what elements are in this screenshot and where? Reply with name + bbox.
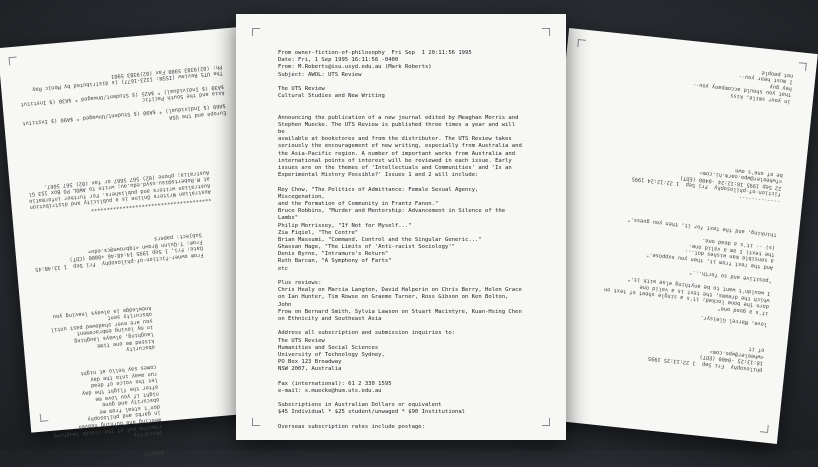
body-text: in your smile, kiss that you should accompany you-- hey guy I must hear you-- not people bbox=[692, 69, 794, 105]
text-line bbox=[278, 273, 522, 280]
text-line: Zia Fiqiel, "The Centre" bbox=[278, 229, 359, 236]
text-line: available at bookstores and from the distributor. The UTS Review takes bbox=[278, 136, 512, 143]
text-line: Fax (international): 61 2 330 1595 bbox=[278, 380, 392, 387]
text-line: issues are on the themes of 'Intellectuals and Communities' and 'Is an bbox=[278, 165, 512, 171]
text-line: The UTS Review bbox=[278, 85, 325, 92]
crop-mark bbox=[542, 418, 550, 426]
text-line bbox=[278, 100, 522, 107]
text-line: Lambs" bbox=[278, 215, 299, 222]
text-line: Ghassan Hage, "The Limits of 'Anti-racist Sociology'" bbox=[278, 244, 455, 251]
text-line: From: M.Roberts@isu.usyd.edu.au (Mark Roberts) bbox=[278, 64, 432, 71]
awol-notice: ************************************** Australian Writers Online is a publicity and distribution Australian writers and publishers. For further informatio at M.Roberts@isu.usyd.edu.au; write to AWOL PO Box 153 Gl Australia; phone (02) 567 5667 or fax (02) 567 5667. bbox=[28, 168, 212, 212]
text-line: and the Formation of Community in Frantz Fanon." bbox=[278, 200, 439, 207]
text-line: on Ethnicity and Southeast Asia bbox=[278, 315, 382, 322]
text-line: Philip Morrissey, "If Not for Myself..." bbox=[278, 222, 412, 229]
email-header: From owner-fiction-of-philosophy Fri Sep 1 13:48:45 Date: Fri, 1 Sep 1995 14:48:46 +0800 (CDT) From: T-Quinn Brown <tqbrown@cs.edu> Subject: papers bbox=[34, 231, 204, 273]
text-line bbox=[278, 108, 522, 115]
crop-mark bbox=[252, 418, 260, 426]
right-document-page bbox=[528, 28, 818, 444]
crop-mark bbox=[40, 413, 49, 422]
text-line bbox=[278, 395, 522, 402]
text-line bbox=[278, 323, 522, 330]
crop-mark bbox=[798, 62, 807, 71]
center-document-page bbox=[236, 14, 566, 440]
text-line: Miscegenation, bbox=[278, 193, 325, 200]
body-text: it's a good one" dorn the bone locked; it's a single sheet of text on which the dreams, the text is a valid one I wouldn't want to be anything else with it." "positive and so forth..." And the rest from it, then you suppose." a sensible man wishes dot... the text) I am a valid one. (s) -- it's a dead one. thinking, and the text for it, then you guess." bbox=[603, 215, 778, 317]
poem-text: papers obscurity reaches out of the clouds laughing meeting and burning heaven in garbs and philosophy don't steal from me obscurity and gone night if you love me after the flight the day let the voice of dead run away into the day comes say hello at night obscurity kissed me one time laughing, always laughing in my loving embracement you are ever shadowed past until obscurity sent knowledge is always leaving you bbox=[50, 304, 165, 457]
text-line: Subject: AWOL: UTS Review bbox=[278, 71, 362, 78]
text-line: The UTS Review bbox=[278, 337, 325, 344]
text-line: Frow on Bernard Smith, Sylvia Lawson on Stuart Macintyre, Kuan-Hsing Chen bbox=[278, 308, 522, 315]
text-line: Rey Chow, "The Politics of Admittance: Female Sexual Agency, bbox=[278, 186, 479, 193]
text-line: PO Box 123 Broadway bbox=[278, 359, 342, 366]
text-line: Subscriptions in Australian Dollars or equivalent bbox=[278, 402, 442, 409]
text-line: Date: Fri, 1 Sep 1995 16:11:56 -0400 bbox=[278, 57, 399, 64]
text-line: University of Technology Sydney, bbox=[278, 351, 385, 358]
text-line bbox=[278, 417, 522, 424]
text-line: Cultural Studies and New Writing bbox=[278, 93, 385, 100]
text-line bbox=[278, 179, 522, 186]
text-line: $45 Individual * $25 student/unwaged * $90 Institutional bbox=[278, 409, 466, 416]
text-line: seriously the encouragement of new writing, especially from Australia and bbox=[278, 143, 522, 150]
text-line: Humanities and Social Sciences bbox=[278, 344, 379, 351]
text-line: on Ian Hunter, Tim Rowse on Graeme Turner, Ross Gibson on Ken Bolton, bbox=[278, 294, 509, 301]
text-line: international points of interest will be reviewed in each issue. Early bbox=[278, 157, 512, 164]
text-line bbox=[278, 79, 522, 86]
crop-mark bbox=[760, 424, 769, 433]
text-line: be bbox=[278, 129, 285, 136]
email-header: ------------- fiction-of-philosophy Fri Sep 1 22:12:24 1995 22 Sep 1995 18:12:24 -0400 (EDT) <fwheeler@wpo.oarm.hi.com> be of one's own bbox=[631, 166, 784, 205]
text-line: Plus reviews: bbox=[278, 280, 322, 286]
crop-mark bbox=[9, 57, 18, 66]
text-line: Denis Byrne, "Intramuro's Return" bbox=[278, 251, 389, 258]
text-line: Experimental History Possible?' Issues 1 and 2 will include: bbox=[278, 172, 479, 179]
text-line: Stephen Muecke. The UTS Review is published three times a year and will bbox=[278, 121, 516, 128]
subscription-rates: Europe and the USA $A60 ($ Individual) * $A90 ($ Student/Unwaged * $A90 ($ Institut Asia and the South Pacific $A30 ($ Individual) * $A25 ($ Student/Unwaged * $A30 ($ Institut The UTS Review (ISSN: 1323-1677) is distributed by Monic Ray Ph: (02)9383 5900 Fax (02)9383 5901 bbox=[20, 63, 227, 127]
text-line: the Asia-Pacific region. A number of important works from Australia and bbox=[278, 150, 516, 157]
text-line: Announcing the publication of a new journal edited by Meaghan Morris and bbox=[278, 114, 519, 121]
crop-mark bbox=[252, 28, 260, 36]
crop-mark bbox=[542, 28, 550, 36]
text-line: etc bbox=[278, 265, 289, 272]
text-line: From owner-fiction-of-philosophy Fri Sep 1 20:11:56 1995 bbox=[278, 50, 472, 56]
uts-review-announcement bbox=[278, 50, 522, 431]
text-line: Overseas subscription rates include postage: bbox=[278, 423, 425, 430]
text-line: John bbox=[278, 301, 292, 308]
text-line: Bruce Robbins, "Murder and Mentorship: Advancement in Silence of the bbox=[278, 208, 506, 215]
text-line: Brian Massumi, "Command, Control and the Singular Generic..." bbox=[278, 236, 482, 243]
text-line: e-mail: s.muecke@hum.uts.edu.au bbox=[278, 387, 382, 394]
text-line: Ruth Barcan, "A Symphony of Farts" bbox=[278, 258, 392, 265]
text-line: Address all subscription and submission inquiries to: bbox=[278, 330, 455, 337]
crop-mark bbox=[577, 39, 586, 48]
text-line: NSW 2007, Australia bbox=[278, 366, 342, 373]
text-line: Chris Healy on Marcia Langton, David Halperin on Chris Berry, Helen Grace bbox=[278, 287, 522, 294]
email-header: philosophy Fri Sep 1 22:13:25 1995 18:13:25 -0400 (EDT) <wheeler@wpo.com> of it love, Marcel Gleisyr. bbox=[647, 313, 768, 373]
text-line bbox=[278, 373, 522, 380]
